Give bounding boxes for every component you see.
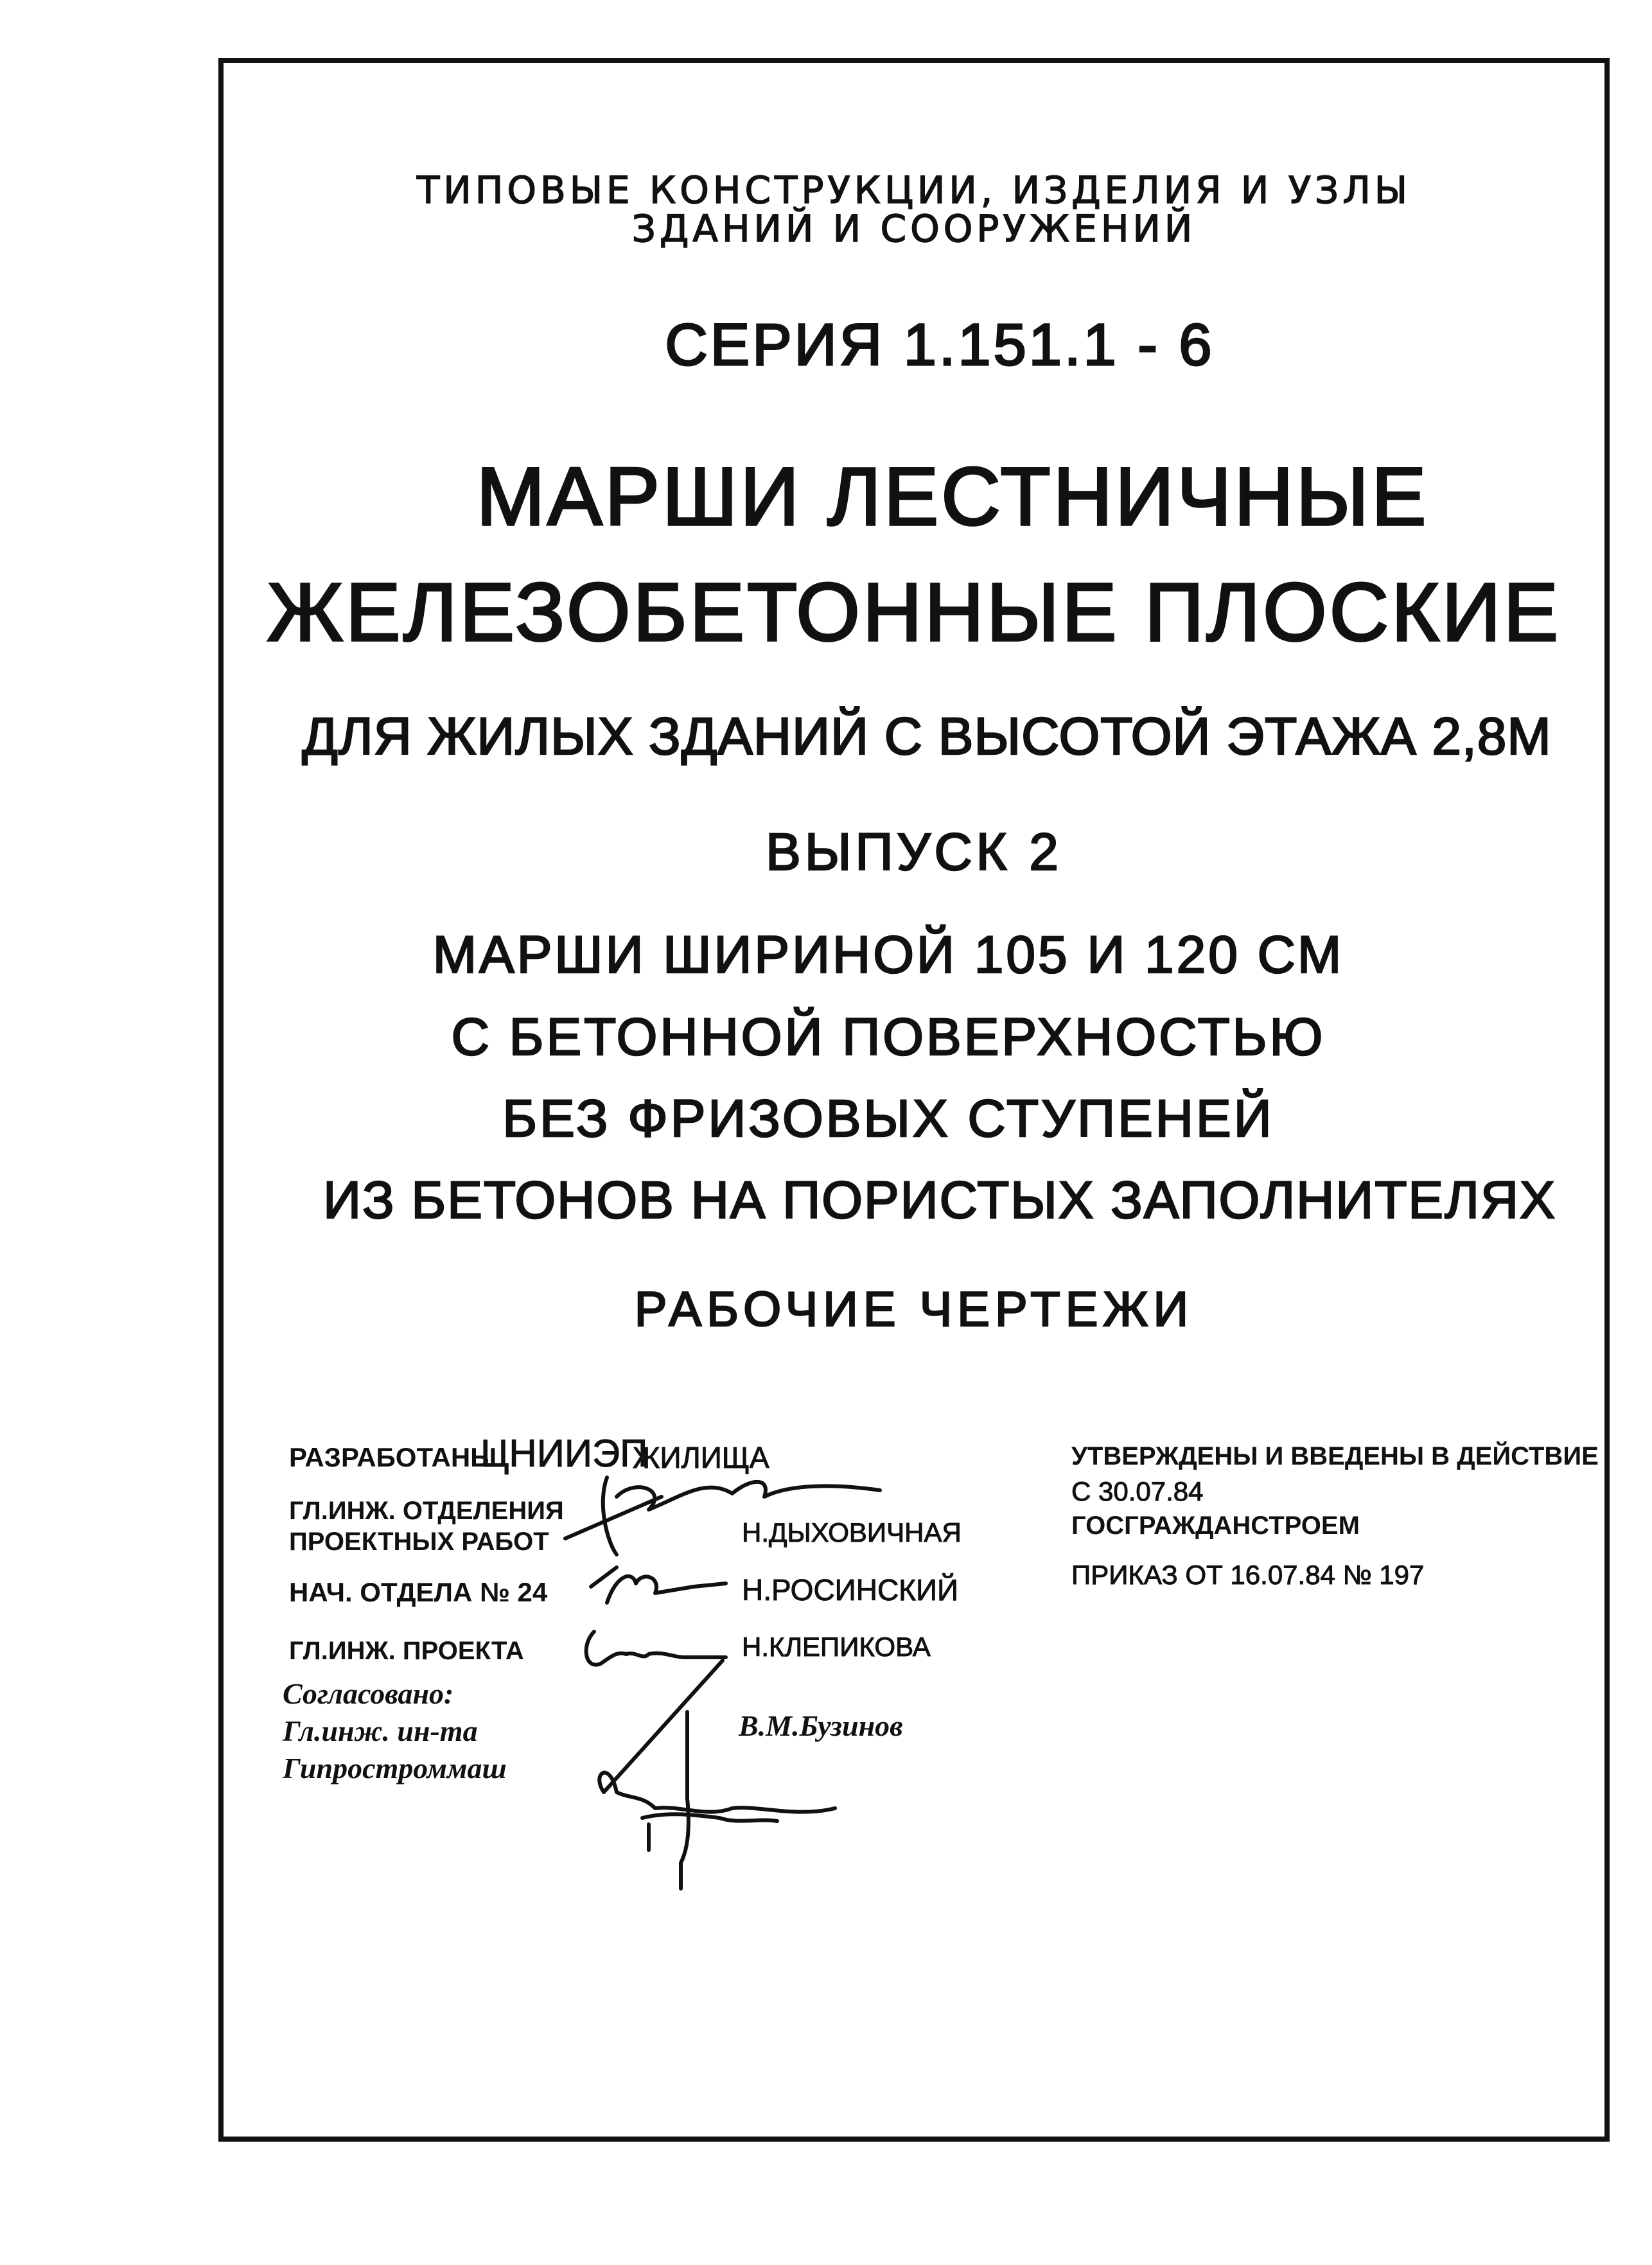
approval-line-1: УТВЕРЖДЕНЫ И ВВЕДЕНЫ В ДЕЙСТВИЕ [1071, 1442, 1599, 1470]
developed-label: РАЗРАБОТАНЫ [289, 1442, 497, 1472]
developer-org-suffix: ЖИЛИЩА [633, 1441, 769, 1474]
title-line-2: ЖЕЛЕЗОБЕТОННЫЕ ПЛОСКИЕ [267, 567, 1561, 658]
description-line-2: С БЕТОННОЙ ПОВЕРХНОСТЬЮ [451, 1008, 1326, 1066]
agreed-label: Согласовано: [283, 1677, 454, 1710]
signatory-3-name: Н.КЛЕПИКОВА [742, 1632, 931, 1662]
approval-authority: ГОСГРАЖДАНСТРОЕМ [1071, 1511, 1360, 1540]
agreed-role-line-1: Гл.инж. ин-та [283, 1714, 478, 1747]
description-line-4: ИЗ БЕТОНОВ НА ПОРИСТЫХ ЗАПОЛНИТЕЛЯХ [323, 1171, 1556, 1229]
signatory-1-role-line-1: ГЛ.ИНЖ. ОТДЕЛЕНИЯ [289, 1497, 564, 1525]
approval-order: ПРИКАЗ ОТ 16.07.84 № 197 [1071, 1560, 1425, 1590]
description-line-3: БЕЗ ФРИЗОВЫХ СТУПЕНЕЙ [502, 1089, 1274, 1148]
issue-number: ВЫПУСК 2 [766, 823, 1062, 881]
approval-date: С 30.07.84 [1071, 1476, 1204, 1506]
signatory-1-name: Н.ДЫХОВИЧНАЯ [742, 1517, 962, 1547]
signatory-2-name: Н.РОСИНСКИЙ [742, 1573, 959, 1607]
developer-org: ЦНИИЭП [480, 1432, 648, 1475]
signature-2-icon [591, 1567, 726, 1603]
agreed-name: В.М.Бузинов [739, 1709, 903, 1742]
title-line-1: МАРШИ ЛЕСТНИЧНЫЕ [476, 451, 1429, 543]
agreed-role-line-2: Гипростроммаш [283, 1752, 507, 1785]
signature-4-icon [599, 1661, 835, 1889]
subtitle: ДЛЯ ЖИЛЫХ ЗДАНИЙ С ВЫСОТОЙ ЭТАЖА 2,8М [302, 707, 1552, 766]
signatory-1-role-line-2: ПРОЕКТНЫХ РАБОТ [289, 1528, 549, 1556]
signatory-3-role: ГЛ.ИНЖ. ПРОЕКТА [289, 1637, 524, 1665]
signatory-2-role: НАЧ. ОТДЕЛА № 24 [289, 1577, 548, 1607]
header-line-2: ЗДАНИЙ И СООРУЖЕНИЙ [631, 207, 1197, 251]
series-number: СЕРИЯ 1.151.1 - 6 [665, 312, 1215, 378]
header-line-1: ТИПОВЫЕ КОНСТРУКЦИИ, ИЗДЕЛИЯ И УЗЛЫ [416, 168, 1412, 212]
signature-1-icon [565, 1477, 880, 1555]
description-line-1: МАРШИ ШИРИНОЙ 105 И 120 СМ [432, 926, 1344, 984]
document-type: РАБОЧИЕ ЧЕРТЕЖИ [634, 1282, 1194, 1337]
signature-3-icon [586, 1632, 726, 1665]
